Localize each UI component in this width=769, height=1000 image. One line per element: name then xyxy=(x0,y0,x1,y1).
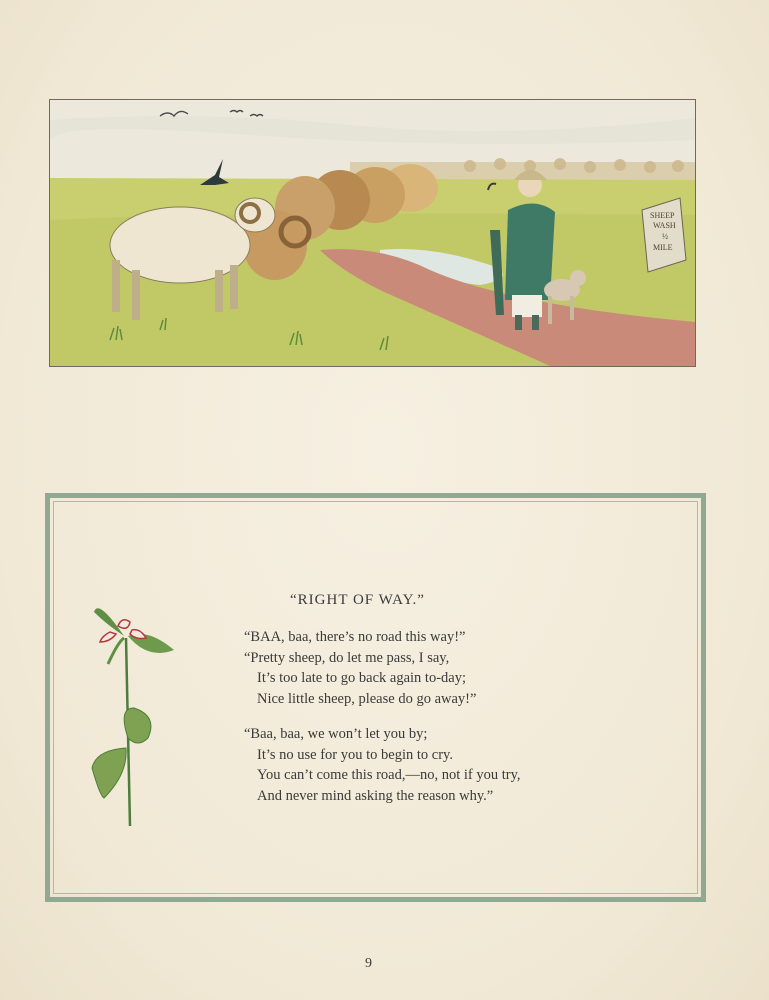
poem-stanza-2 xyxy=(244,724,521,806)
poem-line: And never mind asking the reason why.” xyxy=(257,787,494,804)
svg-text:MILE: MILE xyxy=(653,243,673,252)
poem-line: It’s no use for you to begin to cry. xyxy=(257,746,453,763)
trillium-flower-icon xyxy=(88,598,178,830)
svg-text:SHEEP: SHEEP xyxy=(650,211,675,220)
poem-line: You can’t come this road,—no, not if you try, xyxy=(257,767,521,784)
poem-title: “RIGHT OF WAY.” xyxy=(290,592,425,608)
poem-line: “BAA, baa, there’s no road this way!” xyxy=(244,629,466,645)
poem-line: It’s too late to go back again to-day; xyxy=(257,670,466,687)
page-number: 9 xyxy=(365,956,372,971)
poem-stanza-1 xyxy=(244,627,476,709)
svg-text:WASH: WASH xyxy=(653,221,676,230)
poem-line: “Baa, baa, we won’t let you by; xyxy=(244,726,428,742)
poem-line: “Pretty sheep, do let me pass, I say, xyxy=(244,649,450,666)
signpost xyxy=(642,198,686,272)
svg-text:½: ½ xyxy=(662,232,668,241)
illustration-svg xyxy=(50,100,695,366)
sheep-illustration xyxy=(49,99,696,367)
poem-line: Nice little sheep, please do go away!” xyxy=(257,690,477,707)
